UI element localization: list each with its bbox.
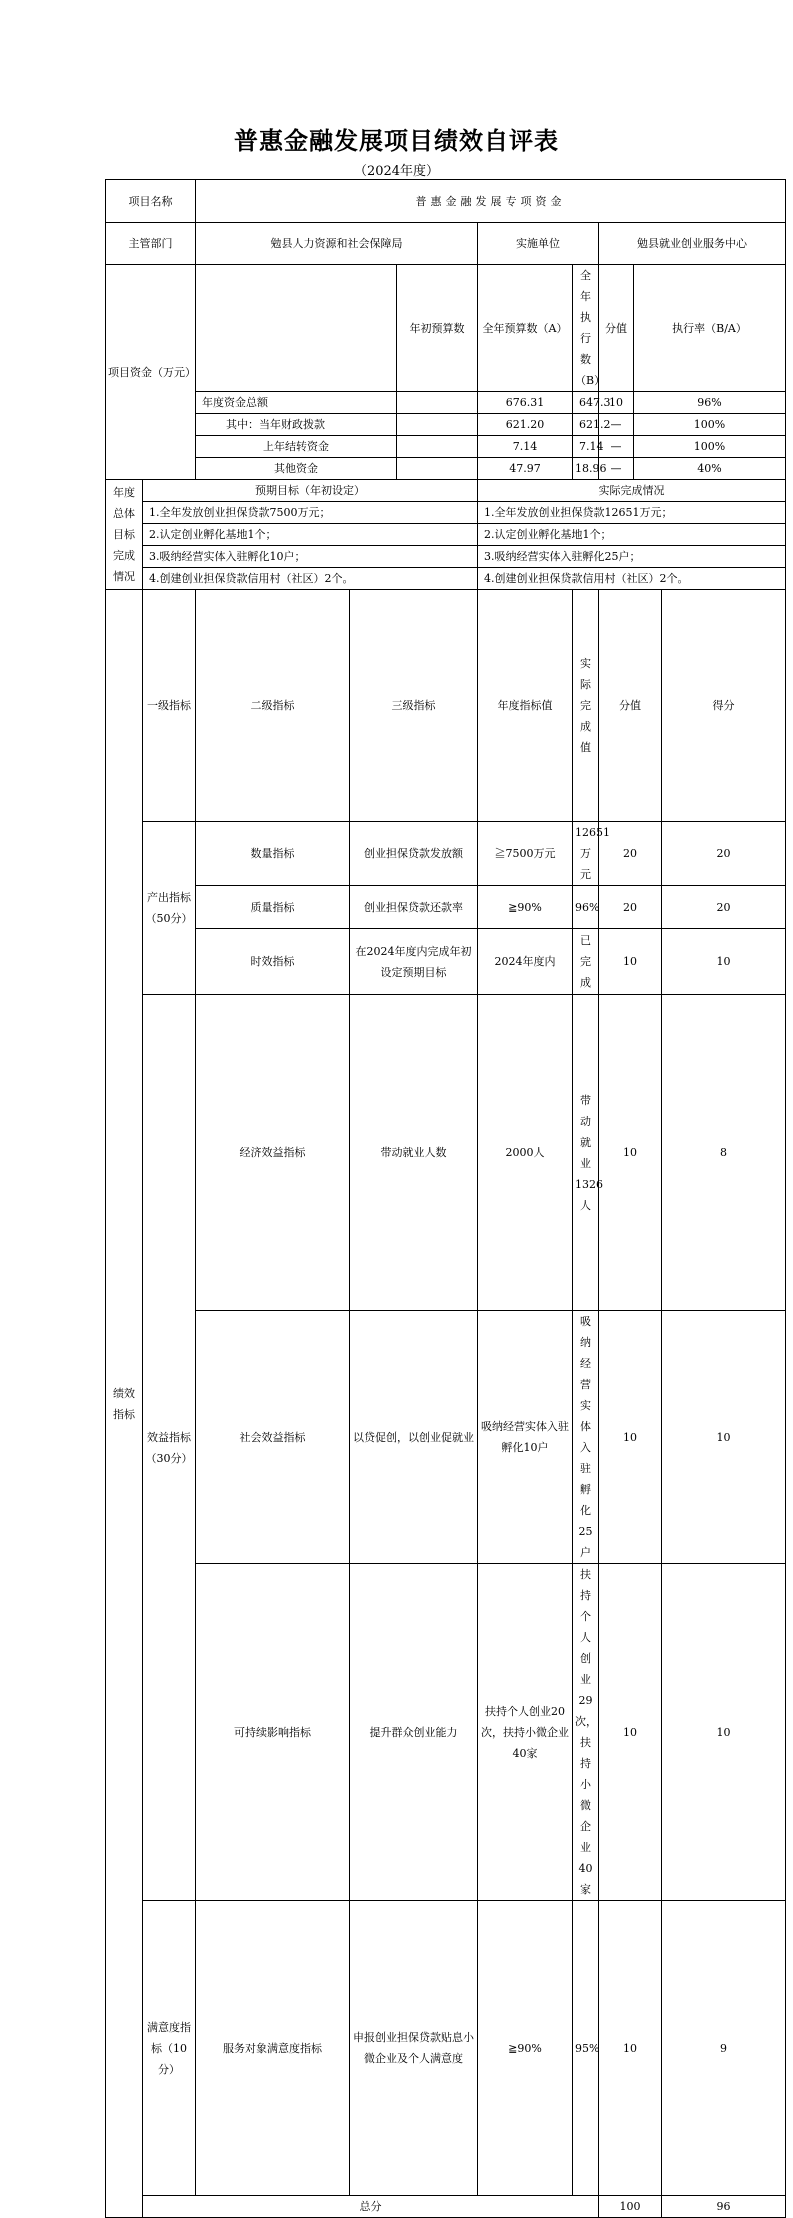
year-subtitle: （2024年度） bbox=[353, 164, 440, 179]
perf-header-got: 得分 bbox=[662, 590, 786, 822]
goals-label: 年度总体目标完成情况 bbox=[106, 480, 143, 590]
perf-header-score: 分值 bbox=[599, 590, 662, 822]
funds-row-name: 其中：当年财政拨款 bbox=[196, 414, 397, 436]
perf-actual: 95% bbox=[573, 1901, 599, 2196]
perf-l2: 可持续影响指标 bbox=[196, 1564, 350, 1901]
total-got: 96 bbox=[662, 2196, 786, 2218]
perf-l2: 数量指标 bbox=[196, 822, 350, 886]
perf-header-l1: 一级指标 bbox=[143, 590, 196, 822]
goal-expected-item: 2.认定创业孵化基地1个； bbox=[143, 524, 478, 546]
goal-expected-item: 4.创建创业担保贷款信用村（社区）2个。 bbox=[143, 568, 478, 590]
funds-row-initial bbox=[397, 458, 478, 480]
perf-score: 20 bbox=[599, 822, 662, 886]
funds-row-name: 年度资金总额 bbox=[196, 392, 397, 414]
total-score: 100 bbox=[599, 2196, 662, 2218]
funds-row-initial bbox=[397, 414, 478, 436]
perf-l2: 质量指标 bbox=[196, 886, 350, 929]
page-title: 普惠金融发展项目绩效自评表 bbox=[234, 127, 559, 155]
funds-row-exec: 647.3 bbox=[573, 392, 599, 414]
perf-l3: 创业担保贷款发放额 bbox=[350, 822, 478, 886]
goal-actual-item: 2.认定创业孵化基地1个； bbox=[478, 524, 786, 546]
perf-score: 10 bbox=[599, 1564, 662, 1901]
funds-header-annual: 全年预算数（A） bbox=[478, 265, 573, 392]
perf-got: 10 bbox=[662, 1564, 786, 1901]
perf-target: 吸纳经营实体入驻孵化10户 bbox=[478, 1311, 573, 1564]
perf-group-output: 产出指标（50分） bbox=[143, 822, 196, 995]
funds-row-score: — bbox=[599, 436, 634, 458]
perf-score: 10 bbox=[599, 1901, 662, 2196]
funds-row-annual: 47.97 bbox=[478, 458, 573, 480]
funds-row-score: 10 bbox=[599, 392, 634, 414]
perf-header-l3: 三级指标 bbox=[350, 590, 478, 822]
impl-unit-label: 实施单位 bbox=[478, 223, 599, 265]
perf-score: 10 bbox=[599, 995, 662, 1311]
total-label: 总分 bbox=[143, 2196, 599, 2218]
dept-value: 勉县人力资源和社会保障局 bbox=[196, 223, 478, 265]
funds-row-exec: 18.96 bbox=[573, 458, 599, 480]
dept-label: 主管部门 bbox=[106, 223, 196, 265]
perf-l3: 以贷促创，以创业促就业 bbox=[350, 1311, 478, 1564]
perf-l2: 时效指标 bbox=[196, 929, 350, 995]
goal-actual-item: 4.创建创业担保贷款信用村（社区）2个。 bbox=[478, 568, 786, 590]
funds-row-rate: 96% bbox=[634, 392, 786, 414]
funds-row-initial bbox=[397, 392, 478, 414]
perf-group-benefit: 效益指标（30分） bbox=[143, 995, 196, 1901]
perf-got: 20 bbox=[662, 886, 786, 929]
perf-group-satisfaction: 满意度指标（10分） bbox=[143, 1901, 196, 2196]
self-evaluation-table bbox=[105, 179, 786, 2218]
funds-row-name: 上年结转资金 bbox=[196, 436, 397, 458]
goals-actual-header: 实际完成情况 bbox=[478, 480, 786, 502]
perf-got: 10 bbox=[662, 1311, 786, 1564]
perf-score: 10 bbox=[599, 929, 662, 995]
perf-l3: 提升群众创业能力 bbox=[350, 1564, 478, 1901]
perf-target: 扶持个人创业20次，扶持小微企业40家 bbox=[478, 1564, 573, 1901]
funds-row-rate: 100% bbox=[634, 414, 786, 436]
funds-header-blank bbox=[196, 265, 397, 392]
goal-expected-item: 3.吸纳经营实体入驻孵化10户； bbox=[143, 546, 478, 568]
funds-row-annual: 621.20 bbox=[478, 414, 573, 436]
funds-row-exec: 7.14 bbox=[573, 436, 599, 458]
perf-actual: 12651万元 bbox=[573, 822, 599, 886]
perf-target: ≧7500万元 bbox=[478, 822, 573, 886]
funds-row-annual: 676.31 bbox=[478, 392, 573, 414]
funds-row-name: 其他资金 bbox=[196, 458, 397, 480]
perf-header-l2: 二级指标 bbox=[196, 590, 350, 822]
perf-target: 2024年度内 bbox=[478, 929, 573, 995]
perf-l3: 带动就业人数 bbox=[350, 995, 478, 1311]
perf-l3: 申报创业担保贷款贴息小微企业及个人满意度 bbox=[350, 1901, 478, 2196]
perf-score: 10 bbox=[599, 1311, 662, 1564]
perf-got: 9 bbox=[662, 1901, 786, 2196]
perf-l2: 社会效益指标 bbox=[196, 1311, 350, 1564]
perf-actual: 扶持个人创业29次，扶持小微企业40家 bbox=[573, 1564, 599, 1901]
funds-row-annual: 7.14 bbox=[478, 436, 573, 458]
perf-target: 2000人 bbox=[478, 995, 573, 1311]
goals-expected-header: 预期目标（年初设定） bbox=[143, 480, 478, 502]
perf-target: ≧90% bbox=[478, 886, 573, 929]
impl-unit-value: 勉县就业创业服务中心 bbox=[599, 223, 786, 265]
goal-actual-item: 1.全年发放创业担保贷款12651万元； bbox=[478, 502, 786, 524]
goal-actual-item: 3.吸纳经营实体入驻孵化25户； bbox=[478, 546, 786, 568]
perf-actual: 带动就业1326人 bbox=[573, 995, 599, 1311]
perf-l2: 服务对象满意度指标 bbox=[196, 1901, 350, 2196]
perf-l3: 创业担保贷款还款率 bbox=[350, 886, 478, 929]
goal-expected-item: 1.全年发放创业担保贷款7500万元； bbox=[143, 502, 478, 524]
perf-got: 8 bbox=[662, 995, 786, 1311]
perf-header-target: 年度指标值 bbox=[478, 590, 573, 822]
project-name-label: 项目名称 bbox=[106, 180, 196, 223]
perf-got: 20 bbox=[662, 822, 786, 886]
project-name-value: 普惠金融发展专项资金 bbox=[196, 180, 786, 223]
funds-header-score: 分值 bbox=[599, 265, 634, 392]
funds-row-initial bbox=[397, 436, 478, 458]
funds-row-exec: 621.2 bbox=[573, 414, 599, 436]
funds-header-initial: 年初预算数 bbox=[397, 265, 478, 392]
perf-actual: 吸纳经营实体入驻孵化25户 bbox=[573, 1311, 599, 1564]
perf-l3: 在2024年度内完成年初设定预期目标 bbox=[350, 929, 478, 995]
funds-row-score: — bbox=[599, 414, 634, 436]
perf-actual: 已完成 bbox=[573, 929, 599, 995]
funds-label: 项目资金（万元） bbox=[106, 265, 196, 480]
perf-target: ≧90% bbox=[478, 1901, 573, 2196]
perf-got: 10 bbox=[662, 929, 786, 995]
perf-actual: 96% bbox=[573, 886, 599, 929]
funds-row-rate: 40% bbox=[634, 458, 786, 480]
perf-header-actual: 实际完成值 bbox=[573, 590, 599, 822]
performance-label: 绩效指标 bbox=[106, 590, 143, 2218]
funds-header-exec: 全年执行数（B） bbox=[573, 265, 599, 392]
perf-l2: 经济效益指标 bbox=[196, 995, 350, 1311]
funds-row-rate: 100% bbox=[634, 436, 786, 458]
funds-row-score: — bbox=[599, 458, 634, 480]
funds-header-rate: 执行率（B/A） bbox=[634, 265, 786, 392]
perf-score: 20 bbox=[599, 886, 662, 929]
